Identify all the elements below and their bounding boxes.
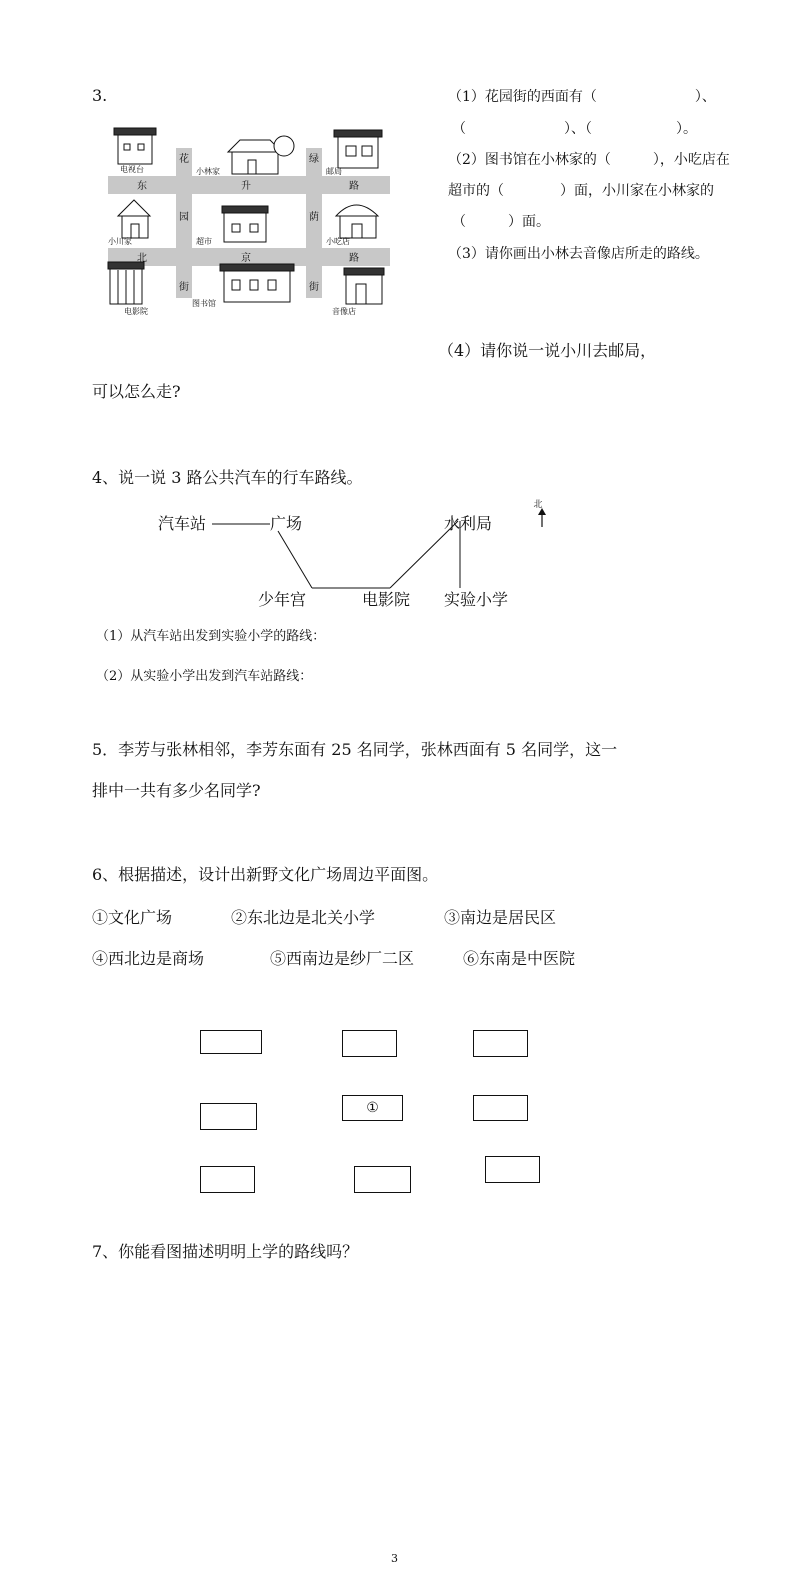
q6-item: ①文化广场 xyxy=(92,908,173,927)
q3-sub2-line2: 超市的（ ）面，小川家在小林家的 xyxy=(448,183,714,199)
plan-box-south[interactable] xyxy=(354,1166,411,1193)
svg-text:北: 北 xyxy=(533,500,543,510)
road-label: 荫 xyxy=(309,212,319,223)
q4-sub2: （2）从实验小学出发到汽车站路线： xyxy=(96,669,313,684)
plan-box-northeast[interactable] xyxy=(473,1030,528,1057)
q4-sub1: （1）从汽车站出发到实验小学的路线： xyxy=(96,629,326,644)
building-library xyxy=(220,264,294,302)
place-label: 邮局 xyxy=(326,167,342,176)
road-label: 东 xyxy=(137,181,147,192)
road-label: 街 xyxy=(179,282,189,293)
place-label: 小吃店 xyxy=(326,237,350,246)
bus-stop-label: 水利局 xyxy=(444,514,493,533)
building-audio-store xyxy=(344,268,384,304)
q6-item: ②东北边是北关小学 xyxy=(231,908,376,927)
building-post-office xyxy=(334,130,382,168)
plan-box-west[interactable] xyxy=(200,1103,257,1130)
q3-sub1-line2: （ ）、（ ）。 xyxy=(452,121,697,137)
building-xiaochuan-home xyxy=(118,200,150,238)
bus-stop-label: 广场 xyxy=(270,514,303,533)
road-label: 花 xyxy=(179,154,189,165)
bus-route-diagram xyxy=(150,495,560,620)
road-label: 园 xyxy=(179,212,189,223)
q3-sub4-line2: 可以怎么走? xyxy=(92,382,181,401)
building-snack-shop xyxy=(336,205,378,238)
road-label: 绿 xyxy=(309,154,319,165)
q4-title: 4、说一说 3 路公共汽车的行车路线。 xyxy=(92,468,363,487)
q6-item: ⑤西南边是纱厂二区 xyxy=(270,949,415,968)
bus-stop-label: 汽车站 xyxy=(158,514,207,533)
place-label: 图书馆 xyxy=(192,299,216,308)
place-label: 小林家 xyxy=(196,167,220,176)
q6-title: 6、根据描述，设计出新野文化广场周边平面图。 xyxy=(92,865,439,884)
place-label: 音像店 xyxy=(332,307,356,316)
building-tv-station xyxy=(114,128,156,164)
q5-line2: 排中一共有多少名同学? xyxy=(92,781,261,800)
building-cinema xyxy=(108,262,144,304)
q3-number: 3. xyxy=(92,86,108,105)
bus-stop-label: 少年宫 xyxy=(258,590,307,609)
bus-stop-label: 实验小学 xyxy=(444,590,509,609)
plan-box-north[interactable] xyxy=(342,1030,397,1057)
plan-box-southeast[interactable] xyxy=(485,1156,540,1183)
road-label: 路 xyxy=(349,253,359,264)
q3-sub2-line1: （2）图书馆在小林家的（ ），小吃店在 xyxy=(448,152,730,168)
road-label: 北 xyxy=(137,253,147,264)
north-arrow-icon xyxy=(533,498,546,527)
plan-box-northwest[interactable] xyxy=(200,1030,262,1054)
road-label: 路 xyxy=(349,181,359,192)
road-label: 京 xyxy=(241,253,251,264)
q6-item: ③南边是居民区 xyxy=(444,908,557,927)
place-label: 电视台 xyxy=(120,165,144,174)
bus-stop-label: 电影院 xyxy=(362,590,411,609)
q3-sub3: （3）请你画出小林去音像店所走的路线。 xyxy=(448,246,709,262)
building-supermarket xyxy=(222,206,268,242)
road-label: 街 xyxy=(309,282,319,293)
plan-box-southwest[interactable] xyxy=(200,1166,255,1193)
q3-sub4-line1: （4）请你说一说小川去邮局， xyxy=(438,341,657,360)
plan-box-center: ① xyxy=(342,1095,403,1121)
q6-item: ④西北边是商场 xyxy=(92,949,205,968)
place-label: 电影院 xyxy=(124,307,148,316)
q3-sub2-line3: （ ）面。 xyxy=(452,214,550,230)
page-number: 3 xyxy=(391,1552,398,1565)
place-label: 超市 xyxy=(196,237,212,246)
q7-title: 7、你能看图描述明明上学的路线吗？ xyxy=(92,1242,359,1261)
q3-sub1-line1: （1）花园街的西面有（ ）、 xyxy=(448,89,716,105)
neighborhood-map xyxy=(100,120,392,320)
q5-line1: 5．李芳与张林相邻，李芳东面有 25 名同学，张林西面有 5 名同学，这一 xyxy=(92,740,618,759)
road-label: 升 xyxy=(241,181,251,192)
plan-box-east[interactable] xyxy=(473,1095,528,1121)
q6-item: ⑥东南是中医院 xyxy=(463,949,576,968)
place-label: 小川家 xyxy=(108,237,132,246)
building-xiaolin-home xyxy=(228,136,294,174)
